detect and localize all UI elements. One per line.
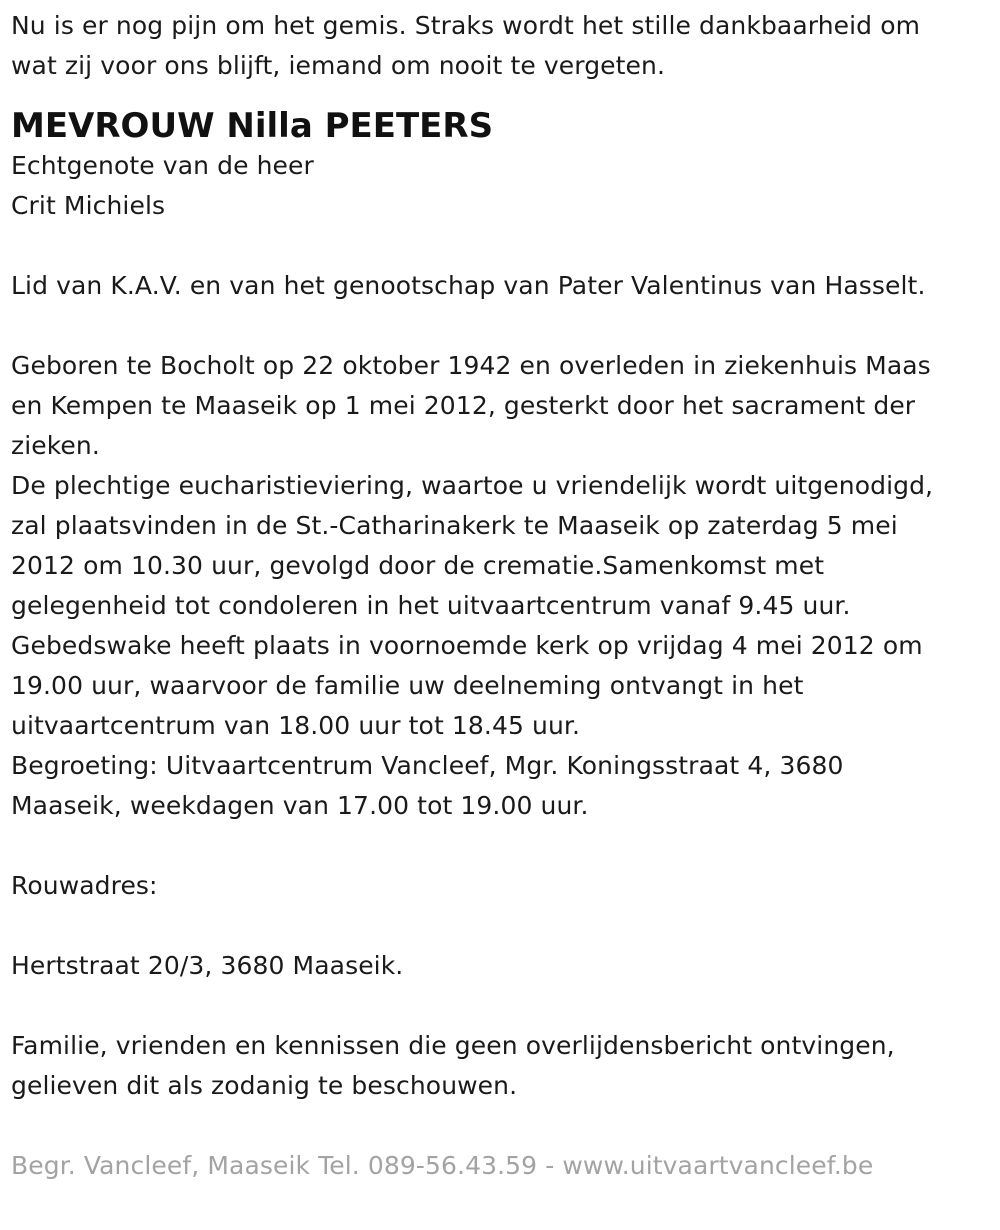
funeral-details: [11, 346, 991, 826]
footer-contact: Begr. Vancleef, Maaseik Tel. 089-56.43.59 - www.uitvaartvancleef.be: [11, 1151, 874, 1180]
notice-line: Familie, vrienden en kennissen die geen overlijdensbericht ontvingen,: [11, 1031, 895, 1060]
details-line: Maaseik, weekdagen van 17.00 tot 19.00 uur.: [11, 791, 589, 820]
spacer: [11, 226, 991, 266]
details-line: gelegenheid tot condoleren in het uitvaartcentrum vanaf 9.45 uur.: [11, 591, 851, 620]
details-line: 19.00 uur, waarvoor de familie uw deelneming ontvangt in het: [11, 671, 804, 700]
details-line: 2012 om 10.30 uur, gevolgd door de crematie.Samenkomst met: [11, 551, 825, 580]
deceased-name: MEVROUW Nilla PEETERS: [11, 106, 494, 146]
spouse-line: Crit Michiels: [11, 191, 166, 220]
obituary-notice: [11, 6, 991, 1186]
details-line: Gebedswake heeft plaats in voornoemde kerk op vrijdag 4 mei 2012 om: [11, 631, 923, 660]
spacer: [11, 306, 991, 346]
spacer: [11, 1106, 991, 1146]
address-label: Rouwadres:: [11, 871, 158, 900]
details-line: Geboren te Bocholt op 22 oktober 1942 en overleden in ziekenhuis Maas: [11, 351, 931, 380]
spacer: [11, 906, 991, 946]
spouse-line: Echtgenote van de heer: [11, 151, 314, 180]
details-line: De plechtige eucharistieviering, waartoe u vriendelijk wordt uitgenodigd,: [11, 471, 934, 500]
spacer: [11, 986, 991, 1026]
intro-text: [11, 6, 991, 86]
details-line: uitvaartcentrum van 18.00 uur tot 18.45 uur.: [11, 711, 581, 740]
details-line: Begroeting: Uitvaartcentrum Vancleef, Mgr. Koningsstraat 4, 3680: [11, 751, 844, 780]
details-line: zieken.: [11, 431, 100, 460]
details-line: zal plaatsvinden in de St.-Catharinakerk te Maaseik op zaterdag 5 mei: [11, 511, 898, 540]
intro-line: Nu is er nog pijn om het gemis. Straks wordt het stille dankbaarheid om: [11, 11, 921, 40]
spacer: [11, 826, 991, 866]
notice-text: [11, 1026, 991, 1106]
details-line: en Kempen te Maaseik op 1 mei 2012, gesterkt door het sacrament der: [11, 391, 916, 420]
spouse-info: [11, 146, 991, 226]
address-value: Hertstraat 20/3, 3680 Maaseik.: [11, 951, 404, 980]
membership-text: Lid van K.A.V. en van het genootschap van Pater Valentinus van Hasselt.: [11, 271, 926, 300]
notice-line: gelieven dit als zodanig te beschouwen.: [11, 1071, 518, 1100]
intro-line: wat zij voor ons blijft, iemand om nooit te vergeten.: [11, 51, 666, 80]
